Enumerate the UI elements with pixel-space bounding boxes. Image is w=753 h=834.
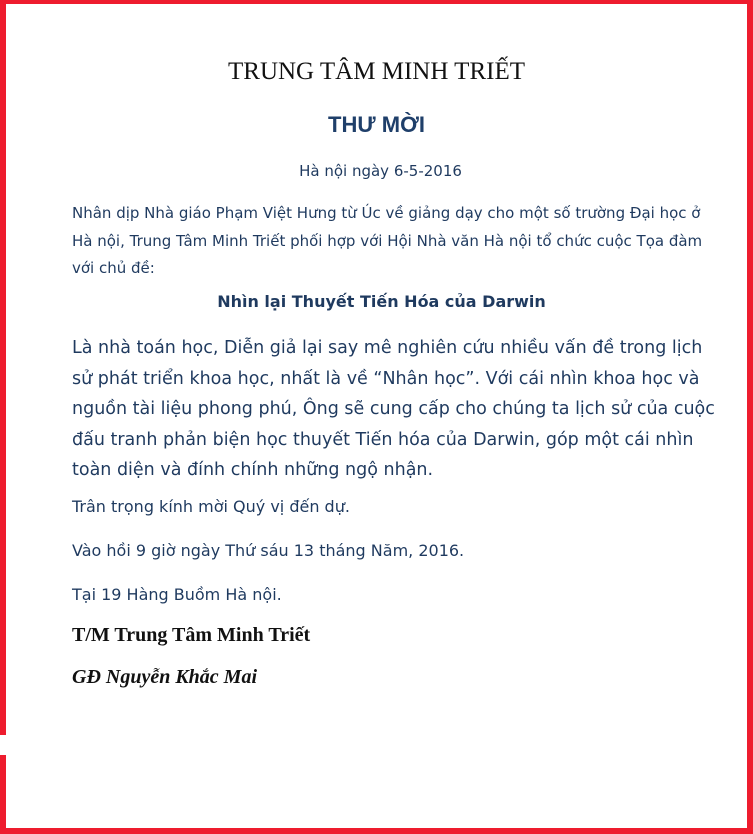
venue-line: Tại 19 Hàng Buồm Hà nội.	[72, 585, 282, 604]
date-line: Hà nội ngày 6-5-2016	[299, 162, 462, 180]
speaker-paragraph: Là nhà toán học, Diễn giả lại say mê nghiên cứu nhiều vấn đề trong lịch sử phát triển khoa học, nhất là về “Nhân học”. Với cái nhìn khoa học và nguồn tài liệu phong phú, Ông sẽ cung cấp cho chúng ta lịch sử của cuộc đấu tranh phản biện học thuyết Tiến hóa của Darwin, góp một cái nhìn toàn diện và đính chính những ngộ nhận.	[72, 338, 715, 480]
signature-director: GĐ Nguyễn Khắc Mai	[72, 666, 258, 688]
time-line: Vào hồi 9 giờ ngày Thứ sáu 13 tháng Năm, 2016.	[72, 541, 465, 560]
intro-paragraph: Nhân dịp Nhà giáo Phạm Việt Hưng từ Úc về giảng dạy cho một số trường Đại học ở Hà nội, Trung Tâm Minh Triết phối hợp với Hội Nhà văn Hà nội tổ chức cuộc Tọa đàm với chủ đề:	[72, 204, 703, 277]
signature-organization: T/M Trung Tâm Minh Triết	[72, 624, 311, 646]
organization-title: TRUNG TÂM MINH TRIẾT	[228, 58, 525, 85]
invitation-line: Trân trọng kính mời Quý vị đến dự.	[72, 497, 350, 516]
invitation-heading: THƯ MỜI	[328, 112, 425, 137]
topic-title: Nhìn lại Thuyết Tiến Hóa của Darwin	[217, 292, 546, 311]
